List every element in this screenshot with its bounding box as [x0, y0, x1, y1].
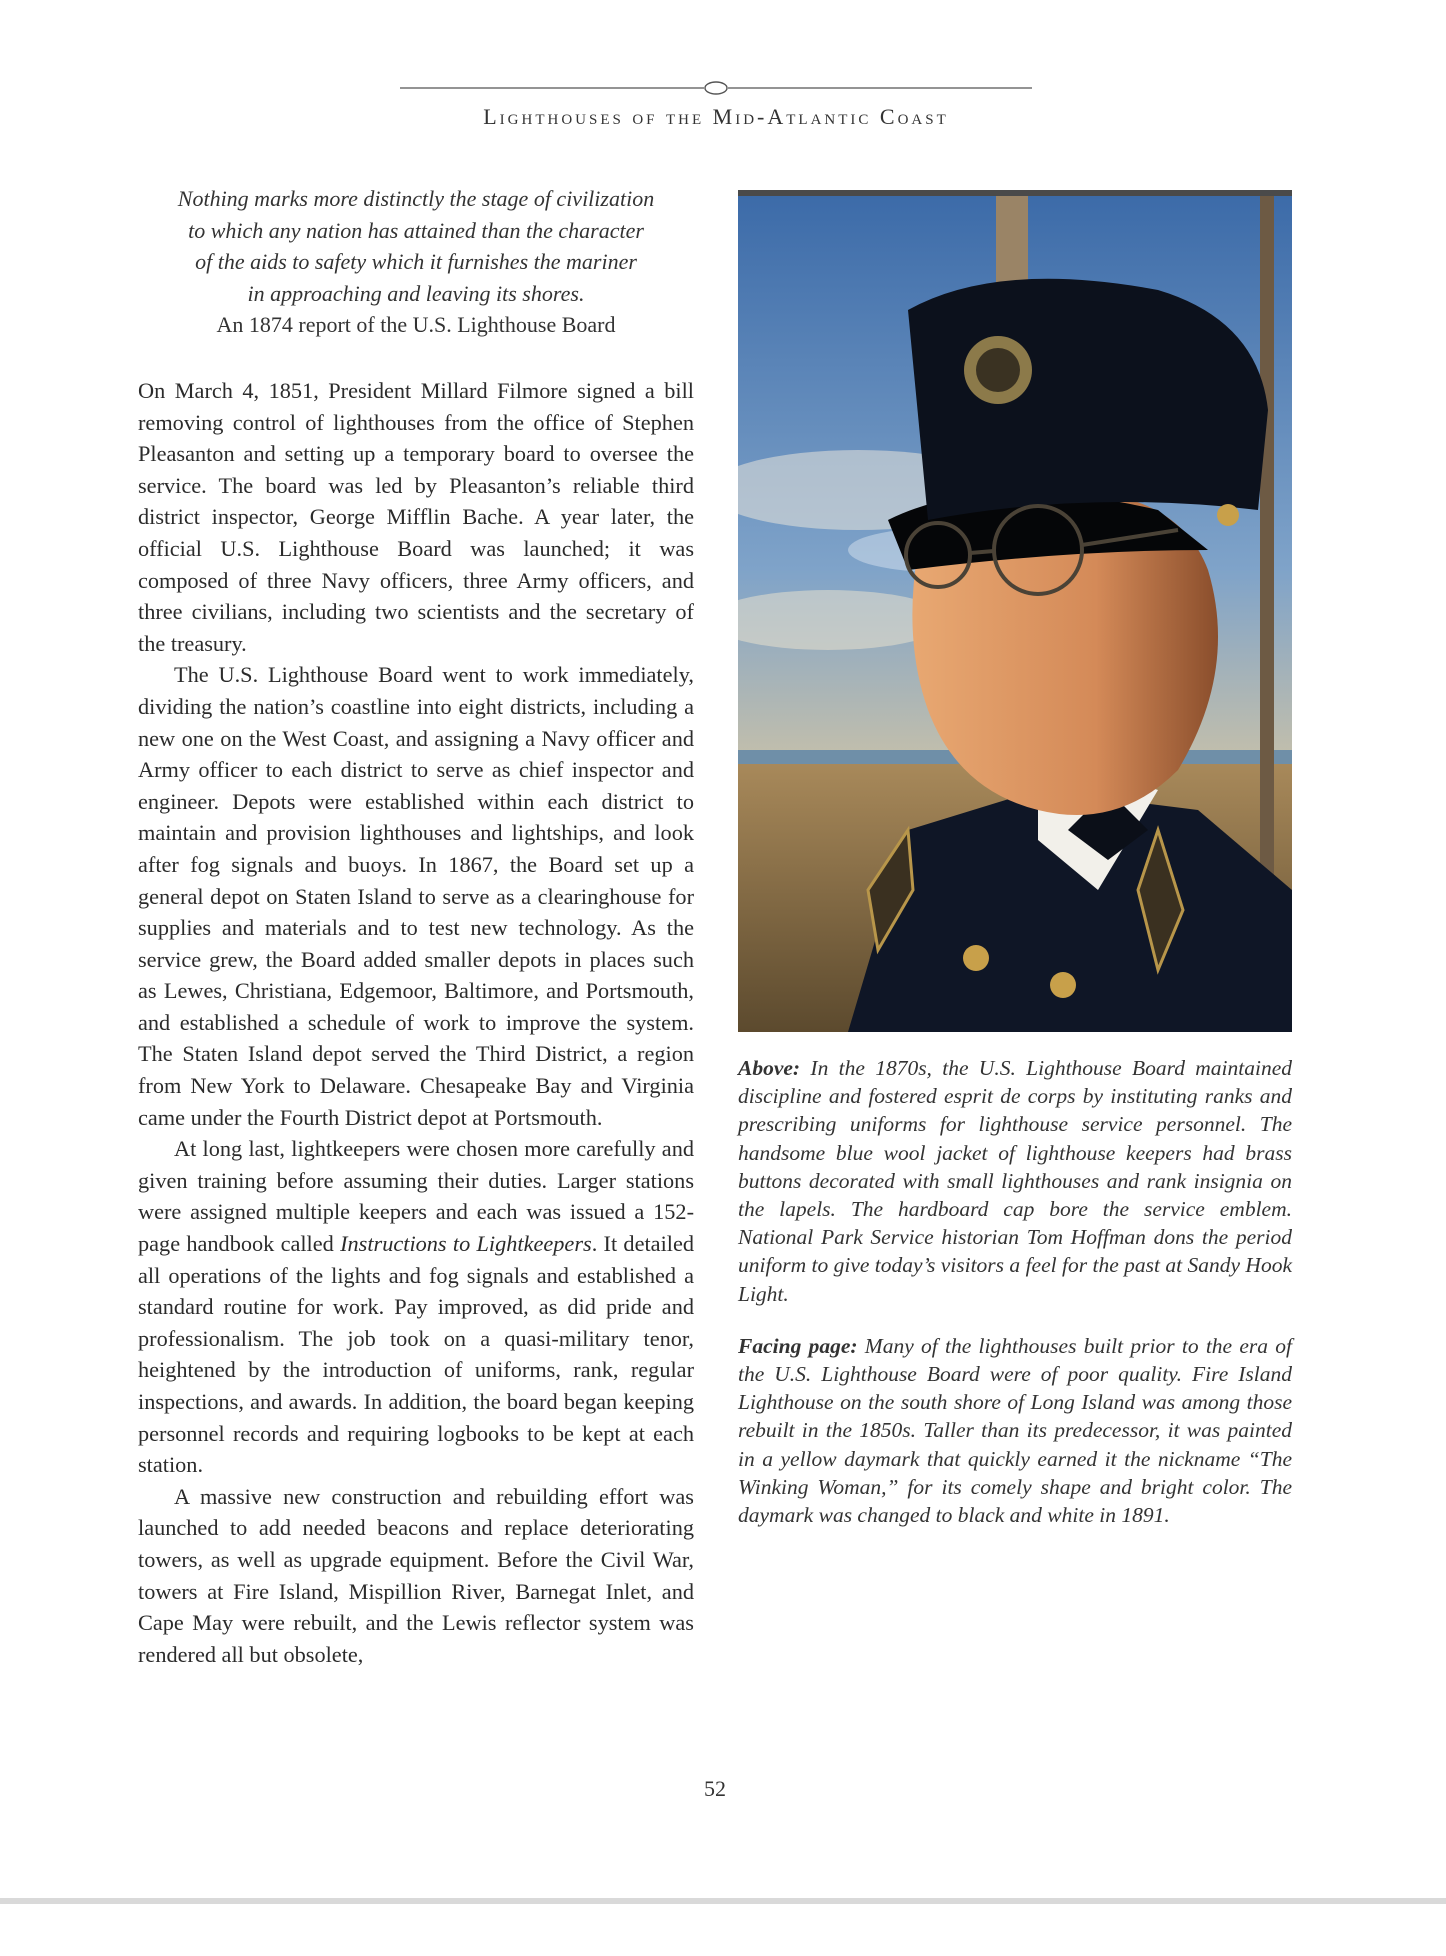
caption-above	[738, 1054, 1292, 1308]
body-text-run: . It detailed all operations of the lights and fog signals and established a standard routine for work. Pay improved, as did pride and professionalism. The job took on a quasi-military tenor, heightened by the introduction of uniforms, rank, regular inspections, and awards. In addition, the board began keeping personnel records and requiring logbooks to be kept at each station.	[138, 1231, 694, 1478]
header-rule-ornament	[400, 78, 1032, 98]
page-number: 52	[704, 1776, 726, 1801]
epigraph-line: to which any nation has attained than the character	[188, 217, 644, 243]
body-text-run: At long last, lightkeepers were chosen more carefully and given training before assuming their duties. Larger stations were assigned multiple keepers and each was issued a 152-page handbook called	[138, 1136, 694, 1257]
photo-captions	[738, 1054, 1292, 1553]
epigraph-line: in approaching and leaving its shores.	[247, 280, 585, 306]
body-paragraph: The U.S. Lighthouse Board went to work immediately, dividing the nation’s coastline into eight districts, including a new one on the West Coast, and assigning a Navy officer and Army officer to each district to serve as chief inspector and engineer. Depots were established within each district to maintain and provision lighthouses and lightships, and look after fog signals and buoys. In 1867, the Board set up a general depot on Staten Island to serve as a clearinghouse for supplies and materials and to test new technology. As the service grew, the Board added smaller depots in places such as Lewes, Christiana, Edgemoor, Baltimore, and Portsmouth, and established a schedule of work to improve the system. The Staten Island depot served the Third District, a region from New York to Delaware. Chesapeake Bay and Virginia came under the Fourth District depot at Portsmouth.	[138, 662, 694, 1130]
book-title: Instructions to Lightkeepers	[340, 1231, 592, 1257]
body-paragraph: On March 4, 1851, President Millard Filmore signed a bill removing control of lighthouses from the office of Stephen Pleasanton and setting up a temporary board to oversee the service. The board was led by Pleasanton’s reliable third district inspector, George Mifflin Bache. A year later, the official U.S. Lighthouse Board was launched; it was composed of three Navy officers, three Army officers, and three civilians, including two scientists and the secretary of the treasury.	[138, 378, 694, 656]
caption-above-text: In the 1870s, the U.S. Lighthouse Board maintained discipline and fostered esprit de corps by instituting ranks and prescribing uniforms for lighthouse service personnel. The handsome blue wool jacket of lighthouse keepers had brass buttons decorated with small lighthouses and rank insignia on the lapels. The hardboard cap bore the service emblem. National Park Service historian Tom Hoffman dons the period uniform to give today’s visitors a feel for the past at Sandy Hook Light.	[738, 1056, 1293, 1306]
epigraph-line: Nothing marks more distinctly the stage of civilization	[177, 186, 655, 211]
keeper-portrait-illustration	[738, 190, 1292, 1032]
epigraph	[138, 183, 694, 341]
caption-facing-page	[738, 1332, 1292, 1529]
keeper-portrait-photo	[738, 190, 1292, 1032]
running-head-title: Lighthouses of the Mid-Atlantic Coast	[483, 104, 949, 129]
body-paragraph	[138, 1133, 694, 1481]
body-paragraph: A massive new construction and rebuilding effort was launched to add needed beacons and replace deteriorating towers, as well as upgrade equipment. Before the Civil War, towers at Fire Island, Mispillion River, Barnegat Inlet, and Cape May were rebuilt, and the Lewis reflector system was rendered all but obsolete,	[138, 1483, 694, 1667]
caption-above-label: Above:	[738, 1056, 801, 1080]
bottom-scan-band	[0, 1898, 1446, 1904]
caption-facing-text: Many of the lighthouses built prior to the era of the U.S. Lighthouse Board were of poor quality. Fire Island Lighthouse on the south shore of Long Island was among those rebuilt in the 1850s. Taller than its predecessor, it was painted in a yellow daymark that quickly earned it the nickname “The Winking Woman,” for its comely shape and bright color. The daymark was changed to black and white in 1891.	[738, 1333, 1292, 1528]
epigraph-source: An 1874 report of the U.S. Lighthouse Board	[216, 312, 616, 337]
body-text-column	[138, 375, 694, 1670]
caption-facing-label: Facing page:	[738, 1333, 858, 1358]
epigraph-line: of the aids to safety which it furnishes the mariner	[195, 249, 637, 274]
